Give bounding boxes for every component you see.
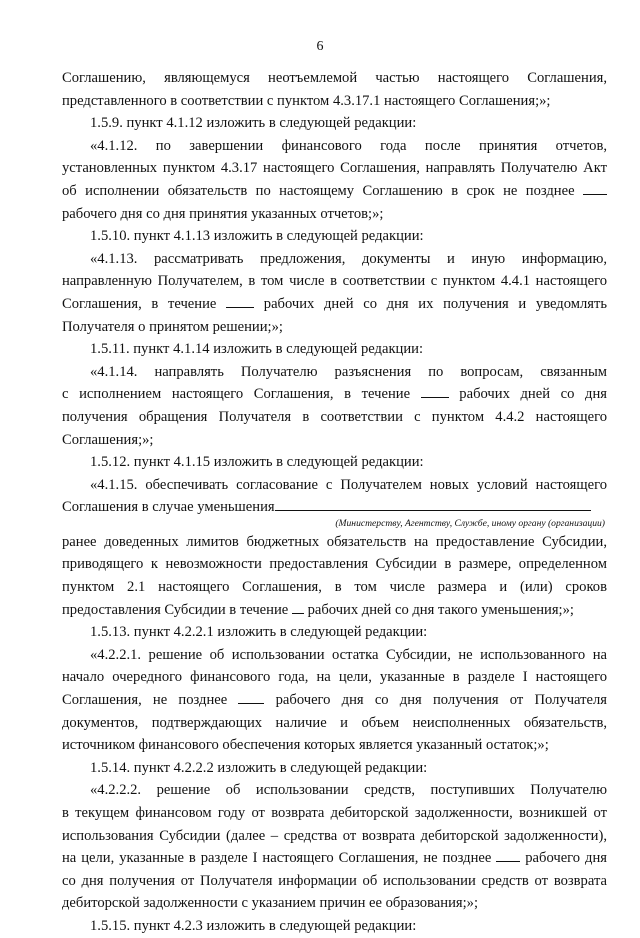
- text-line: установленных пунктом 4.3.17 настоящего Соглашения, направлять Получателю Акт: [62, 160, 607, 177]
- text-line: направленную Получателем, в том числе в соответствии с пунктом 4.4.1 настоящего: [62, 273, 607, 290]
- text-fragment: об исполнении обязательств по настоящему Соглашению в срок не позднее: [62, 182, 575, 199]
- field-caption: (Министерству, Агентству, Службе, иному органу (организации): [335, 517, 605, 529]
- blank-field: [292, 599, 304, 614]
- text-line: [62, 599, 607, 622]
- text-line: ранее доведенных лимитов бюджетных обязательств на предоставление Субсидии,: [62, 533, 607, 550]
- text-line: источником финансового обеспечения которых является указанный остаток;»;: [62, 737, 549, 754]
- text-line: [62, 689, 607, 712]
- text-line: «4.1.15. обеспечивать согласование с Получателем новых условий настоящего: [90, 476, 607, 493]
- clause-heading: 1.5.9. пункт 4.1.12 изложить в следующей редакции:: [90, 115, 417, 132]
- text-line: «4.1.14. направлять Получателю разъяснения по вопросам, связанным: [90, 363, 607, 380]
- text-line: «4.2.2.2. решение об использовании средств, поступивших Получателю: [90, 782, 607, 799]
- clause-heading: 1.5.15. пункт 4.2.3 изложить в следующей редакции:: [90, 917, 417, 934]
- blank-field: [238, 689, 264, 704]
- text-line: «4.1.12. по завершении финансового года после принятия отчетов,: [90, 137, 607, 154]
- text-line: [62, 293, 607, 316]
- text-fragment: рабочих дней со дня такого уменьшения;»;: [307, 601, 574, 618]
- clause-heading: 1.5.10. пункт 4.1.13 изложить в следующей редакции:: [90, 228, 424, 245]
- text-line: рабочего дня со дня принятия указанных отчетов;»;: [62, 205, 384, 222]
- text-line: со дня получения от Получателя информации об использовании средств от возврата: [62, 872, 607, 889]
- blank-field: [496, 847, 520, 862]
- text-fragment: Соглашения, не позднее: [62, 692, 228, 709]
- text-line: «4.2.2.1. решение об использовании остатка Субсидии, не использованного на: [90, 646, 607, 663]
- text-fragment: рабочего дня со дня получения от Получателя: [275, 692, 607, 709]
- text-line: в текущем финансовом году от возврата дебиторской задолженности, возникшей от: [62, 805, 607, 821]
- clause-heading: 1.5.13. пункт 4.2.2.1 изложить в следующей редакции:: [90, 624, 428, 641]
- text-line: [62, 180, 607, 203]
- text-line: документов, подтверждающих наличие и объем неисполненных обязательств,: [62, 714, 607, 731]
- text-line: начало очередного финансового года, на цели, указанные в разделе I настоящего: [62, 669, 607, 686]
- text-line: «4.1.13. рассматривать предложения, документы и иную информацию,: [90, 250, 607, 267]
- page-number: 6: [316, 39, 324, 54]
- text-line: получения обращения Получателя в соответствии с пунктом 4.4.2 настоящего: [62, 408, 607, 425]
- text-line: пунктом 2.1 настоящего Соглашения, в том числе размера и (или) сроков: [62, 579, 607, 596]
- text-line: Соглашению, являющемуся неотъемлемой частью настоящего Соглашения,: [62, 70, 607, 86]
- text-line: представленного в соответствии с пунктом 4.3.17.1 настоящего Соглашения;»;: [62, 92, 551, 109]
- text-fragment: рабочих дней со дня: [459, 386, 607, 403]
- text-line: [62, 496, 607, 519]
- text-fragment: с исполнением настоящего Соглашения, в течение: [62, 386, 411, 403]
- blank-field: [583, 180, 607, 195]
- text-line: использования Субсидии (далее – средства от возврата дебиторской задолженности),: [62, 827, 607, 844]
- blank-field: [421, 383, 449, 398]
- text-fragment: предоставления Субсидии в течение: [62, 601, 289, 618]
- text-line: Получателя о принятом решении;»;: [62, 318, 283, 335]
- text-line: приводящего к невозможности предоставления Субсидии в размере, определенном: [62, 556, 607, 573]
- text-line: [62, 383, 607, 406]
- text-fragment: на цели, указанные в разделе I настоящего Соглашения, не позднее: [62, 850, 492, 867]
- text-fragment: Соглашения в случае уменьшения: [62, 499, 275, 516]
- text-line: дебиторской задолженности с указанием причин ее образования;»;: [62, 895, 479, 912]
- text-fragment: Соглашения, в течение: [62, 295, 217, 312]
- clause-heading: 1.5.14. пункт 4.2.2.2 изложить в следующей редакции:: [90, 759, 428, 776]
- blank-field: [275, 496, 591, 511]
- document-body: [62, 67, 607, 938]
- text-fragment: рабочих дней со дня их получения и уведомлять: [263, 295, 607, 312]
- clause-heading: 1.5.11. пункт 4.1.14 изложить в следующей редакции:: [90, 341, 424, 358]
- blank-field: [226, 293, 254, 308]
- text-line: Соглашения;»;: [62, 431, 154, 448]
- text-line: [62, 847, 607, 870]
- text-fragment: рабочего дня: [525, 850, 607, 867]
- clause-heading: 1.5.12. пункт 4.1.15 изложить в следующей редакции:: [90, 454, 424, 471]
